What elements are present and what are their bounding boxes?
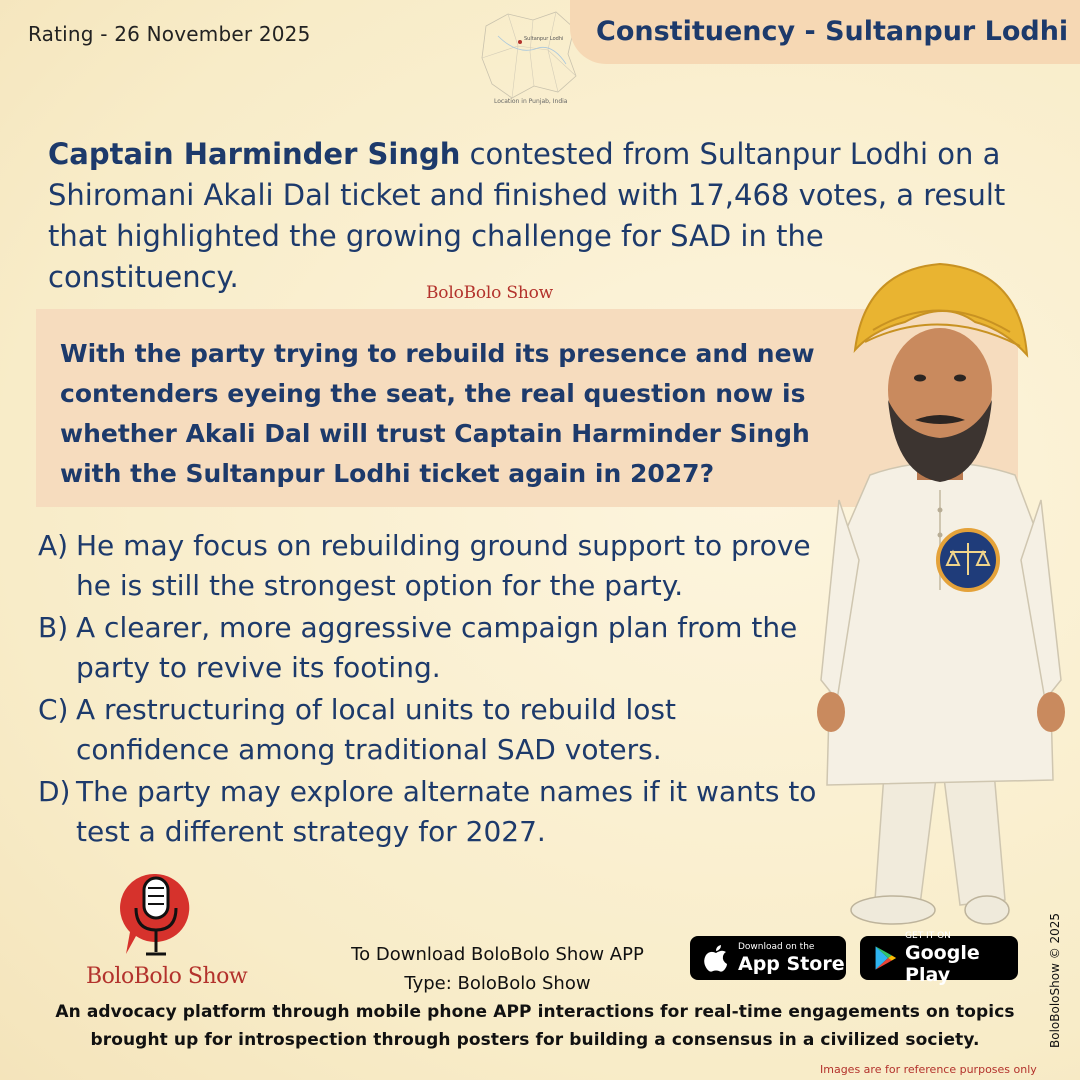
google-play-icon [872, 943, 897, 973]
option-letter: C) [38, 693, 69, 726]
google-play-small-text: GET IT ON [905, 930, 951, 941]
candidate-illustration [815, 260, 1065, 935]
option-d [38, 772, 828, 852]
option-letter: B) [38, 611, 69, 644]
download-line-2: Type: BoloBolo Show [404, 973, 591, 994]
app-store-small-text: Download on the [738, 941, 815, 952]
question-text: With the party trying to rebuild its presence and new contenders eyeing the seat, the real question now is whether Akali Dal will trust Captain Harminder Singh with the Sultanpur Lodhi ticket again in 2027? [60, 339, 815, 488]
app-store-big-text: App Store [738, 952, 845, 975]
app-store-badge[interactable] [690, 936, 846, 980]
map-label: Sultanpur Lodhi [524, 36, 564, 42]
option-letter: A) [38, 529, 69, 562]
option-text: He may focus on rebuilding ground support to prove he is still the strongest option for the party. [76, 529, 811, 602]
google-play-badge[interactable] [860, 930, 1018, 986]
option-text: A restructuring of local units to rebuild lost confidence among traditional SAD voters. [76, 693, 676, 766]
footer-tagline: An advocacy platform through mobile phone APP interactions for real-time engagements on topics brought up for introspection through posters for building a consensus in a civilized society. [55, 1002, 1015, 1050]
option-c [38, 690, 828, 770]
google-play-big-text: Google Play [905, 941, 980, 986]
option-letter: D) [38, 775, 71, 808]
disclaimer: Images are for reference purposes only [820, 1063, 1037, 1076]
option-a [38, 526, 828, 606]
options-list [38, 526, 828, 854]
constituency-banner [570, 0, 1080, 64]
rating-date: Rating - 26 November 2025 [28, 22, 311, 46]
option-text: The party may explore alternate names if it wants to test a different strategy for 2027. [76, 775, 817, 848]
brand-name: BoloBolo Show [86, 964, 248, 989]
apple-icon [702, 943, 730, 973]
intro-text: contested from Sultanpur Lodhi on a Shiromani Akali Dal ticket and finished with 17,468 votes, a result that highlighted the growing challenge for SAD in the constituency. [48, 137, 1006, 294]
copyright: BoloBoloShow © 2025 [1048, 912, 1062, 1048]
download-instructions [300, 940, 695, 998]
constituency-map [478, 6, 580, 106]
candidate-name: Captain Harminder Singh [48, 137, 461, 171]
microphone-logo-icon [116, 868, 196, 964]
download-line-1: To Download BoloBolo Show APP [351, 944, 644, 965]
option-text: A clearer, more aggressive campaign plan from the party to revive its footing. [76, 611, 798, 684]
watermark: BoloBolo Show [426, 283, 553, 303]
option-b [38, 608, 828, 688]
constituency-title: Constituency - Sultanpur Lodhi [596, 16, 1069, 47]
map-caption: Location in Punjab, India [494, 98, 568, 105]
